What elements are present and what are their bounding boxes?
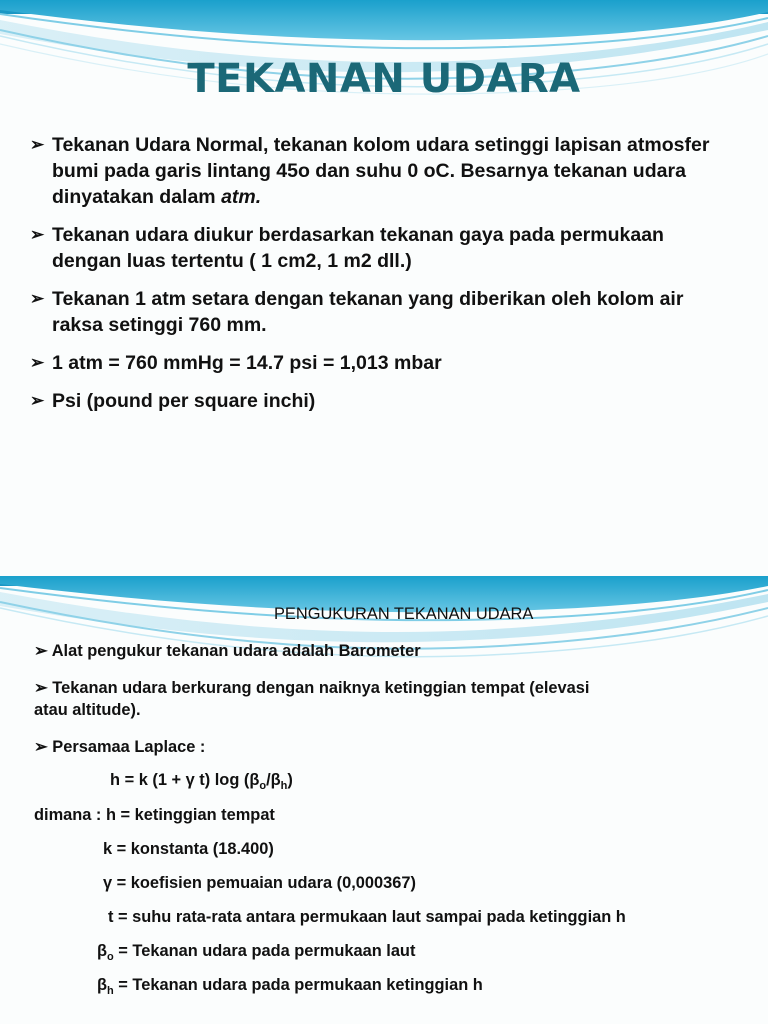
- arrow-bullet-icon: ➢: [30, 135, 45, 154]
- bullet-line: [34, 640, 421, 662]
- list-item: [30, 286, 730, 338]
- definition-t: t = suhu rata-rata antara permukaan laut sampai pada ketinggian h: [108, 908, 626, 926]
- bullet-text: Tekanan udara diukur berdasarkan tekanan gaya pada permukaan dengan luas tertentu ( 1 cm2, 1 m2 dll.): [52, 224, 664, 272]
- list-item: [30, 222, 730, 274]
- list-item: [30, 350, 730, 376]
- beta-symbol: β: [97, 942, 108, 960]
- formula-part: h = k (1 + γ t) log (β: [110, 771, 260, 789]
- definition-k: k = konstanta (18.400): [103, 840, 274, 858]
- bullet-text: Alat pengukur tekanan udara adalah Barometer: [51, 642, 421, 660]
- bullet-text: 1 atm = 760 mmHg = 14.7 psi = 1,013 mbar: [52, 352, 442, 374]
- definition-beta-h: [97, 974, 483, 1002]
- bullet-text: Persamaa Laplace :: [52, 738, 206, 756]
- beta-subscript: o: [107, 951, 114, 963]
- arrow-bullet-icon: ➢: [34, 642, 48, 660]
- bullet-list: [30, 132, 730, 426]
- bullet-text-italic: atm.: [221, 186, 262, 208]
- bullet-text: Tekanan udara berkurang dengan naiknya ketinggian tempat (elevasi: [52, 679, 590, 697]
- laplace-formula: [110, 769, 293, 797]
- formula-part: ): [287, 771, 293, 789]
- arrow-bullet-icon: ➢: [30, 391, 45, 410]
- arrow-bullet-icon: ➢: [30, 225, 45, 244]
- bullet-line: [34, 736, 205, 758]
- definition-dimana: dimana : h = ketinggian tempat: [34, 806, 275, 824]
- beta-symbol: β: [97, 976, 108, 994]
- formula-subscript: o: [259, 780, 267, 792]
- bullet-text: Psi (pound per square inchi): [52, 390, 316, 412]
- list-item: [30, 388, 730, 414]
- slide-2: [0, 576, 768, 1024]
- slide-title: TEKANAN UDARA: [187, 56, 581, 102]
- beta-subscript: h: [107, 985, 114, 997]
- list-item: [30, 132, 730, 210]
- bullet-line: [34, 677, 716, 699]
- formula-subscript: h: [280, 780, 288, 792]
- bullet-line-continuation: atau altitude).: [34, 701, 141, 719]
- definition-text: = Tekanan udara pada permukaan ketinggian h: [113, 976, 483, 994]
- definition-beta-o: [97, 940, 415, 968]
- wave-header-decoration: [0, 576, 768, 686]
- bullet-text: Tekanan 1 atm setara dengan tekanan yang diberikan oleh kolom air raksa setinggi 760 mm.: [52, 288, 684, 336]
- arrow-bullet-icon: ➢: [34, 679, 48, 697]
- bullet-text: Tekanan Udara Normal, tekanan kolom udara setinggi lapisan atmosfer bumi pada garis lintang 45o dan suhu 0 oC. Besarnya tekanan udara dinyatakan dalam: [52, 134, 710, 208]
- definition-text: = Tekanan udara pada permukaan laut: [113, 942, 416, 960]
- formula-part: /β: [266, 771, 281, 789]
- definition-gamma: γ = koefisien pemuaian udara (0,000367): [103, 874, 416, 892]
- arrow-bullet-icon: ➢: [34, 738, 48, 756]
- slide-title: PENGUKURAN TEKANAN UDARA: [274, 605, 534, 623]
- arrow-bullet-icon: ➢: [30, 353, 45, 372]
- arrow-bullet-icon: ➢: [30, 289, 45, 308]
